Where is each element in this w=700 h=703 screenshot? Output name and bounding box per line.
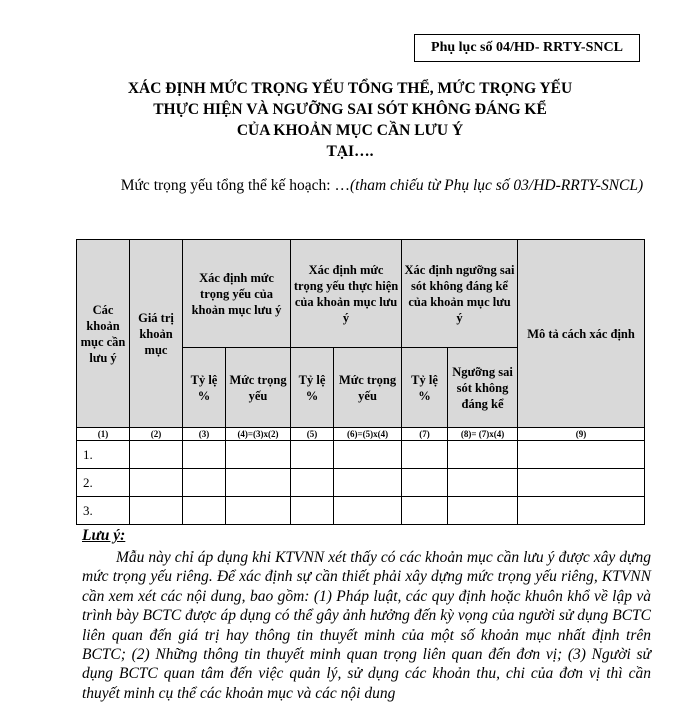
title-line-3: CỦA KHOẢN MỤC CẦN LƯU Ý xyxy=(236,122,464,139)
document-title xyxy=(60,78,640,162)
table-cell xyxy=(130,497,183,525)
table-row xyxy=(77,441,645,469)
header-items: Các khoản mục cần lưu ý xyxy=(77,240,130,428)
header-threshold: Ngưỡng sai sót không đáng kể xyxy=(448,348,518,428)
table-cell xyxy=(334,441,402,469)
column-number: (3) xyxy=(183,428,226,441)
header-rate-3: Tỷ lệ % xyxy=(402,348,448,428)
column-number: (6)=(5)x(4) xyxy=(334,428,402,441)
table-cell xyxy=(334,469,402,497)
table-cell xyxy=(402,469,448,497)
header-rate-1: Tỷ lệ % xyxy=(183,348,226,428)
header-group-threshold: Xác định ngưỡng sai sót không đáng kể của khoản mục lưu ý xyxy=(402,240,518,348)
header-level-2: Mức trọng yếu xyxy=(334,348,402,428)
table-row xyxy=(77,497,645,525)
table-cell xyxy=(518,441,645,469)
materiality-table xyxy=(76,239,645,525)
header-value: Giá trị khoản mục xyxy=(130,240,183,428)
table-cell xyxy=(448,441,518,469)
appendix-label: Phụ lục số 04/HD- RRTY-SNCL xyxy=(414,34,640,62)
table-cell xyxy=(518,497,645,525)
plan-reference: (tham chiếu từ Phụ lục số 03/HD-RRTY-SNCL) xyxy=(349,177,644,194)
column-number-row xyxy=(77,428,645,441)
plan-label: Mức trọng yếu tổng thể kế hoạch: … xyxy=(120,177,350,194)
header-rate-2: Tỷ lệ % xyxy=(291,348,334,428)
table-cell xyxy=(183,497,226,525)
table-cell xyxy=(402,441,448,469)
header-group-performance: Xác định mức trọng yếu thực hiện của khoản mục lưu ý xyxy=(291,240,402,348)
column-number: (9) xyxy=(518,428,645,441)
table-cell xyxy=(226,497,291,525)
note-heading: Lưu ý: xyxy=(82,527,126,544)
table-cell xyxy=(226,469,291,497)
overall-materiality-plan xyxy=(82,176,650,196)
table-cell xyxy=(291,497,334,525)
row-number: 2. xyxy=(77,469,130,497)
table-cell xyxy=(448,469,518,497)
row-number: 3. xyxy=(77,497,130,525)
row-number: 1. xyxy=(77,441,130,469)
note-body: Mẫu này chỉ áp dụng khi KTVNN xét thấy có các khoản mục cần lưu ý được xây dựng mức trọng yếu riêng. Để xác định sự cần thiết phải xây dựng mức trọng yếu riêng, KTVNN cần xem xét các nội dung, bao gồm: (1) Pháp luật, các quy định hoặc khuôn khổ về lập và trình bày BCTC được áp dụng có thể gây ảnh hưởng đến kỳ vọng của người sử dụng BCTC liên quan đến giá trị hay thông tin thuyết minh của một số khoản mục nhất định trên BCTC; (2) Những thông tin thuyết minh quan trọng liên quan đến đơn vị; (3) Người sử dụng BCTC quan tâm đến việc quản lý, sử dụng các khoản thu, chi của đơn vị thì cần thuyết minh cụ thể các khoản mục và các nội dung xyxy=(82,549,651,702)
header-method: Mô tả cách xác định xyxy=(518,240,645,428)
column-number: (7) xyxy=(402,428,448,441)
table-row xyxy=(77,469,645,497)
table-cell xyxy=(291,441,334,469)
column-number: (2) xyxy=(130,428,183,441)
title-line-1: XÁC ĐỊNH MỨC TRỌNG YẾU TỔNG THỂ, MỨC TRỌNG YẾU xyxy=(127,80,573,97)
table-cell xyxy=(226,441,291,469)
title-line-2: THỰC HIỆN VÀ NGƯỠNG SAI SÓT KHÔNG ĐÁNG KỂ xyxy=(153,101,547,118)
header-level-1: Mức trọng yếu xyxy=(226,348,291,428)
table-cell xyxy=(130,469,183,497)
table-cell xyxy=(130,441,183,469)
table-cell xyxy=(518,469,645,497)
column-number: (1) xyxy=(77,428,130,441)
column-number: (8)= (7)x(4) xyxy=(448,428,518,441)
table-cell xyxy=(402,497,448,525)
header-group-overall: Xác định mức trọng yếu của khoản mục lưu ý xyxy=(183,240,291,348)
table-cell xyxy=(183,441,226,469)
column-number: (5) xyxy=(291,428,334,441)
column-number: (4)=(3)x(2) xyxy=(226,428,291,441)
table-cell xyxy=(448,497,518,525)
table-cell xyxy=(334,497,402,525)
table-cell xyxy=(291,469,334,497)
table-cell xyxy=(183,469,226,497)
title-line-4: TẠI…. xyxy=(326,143,374,160)
